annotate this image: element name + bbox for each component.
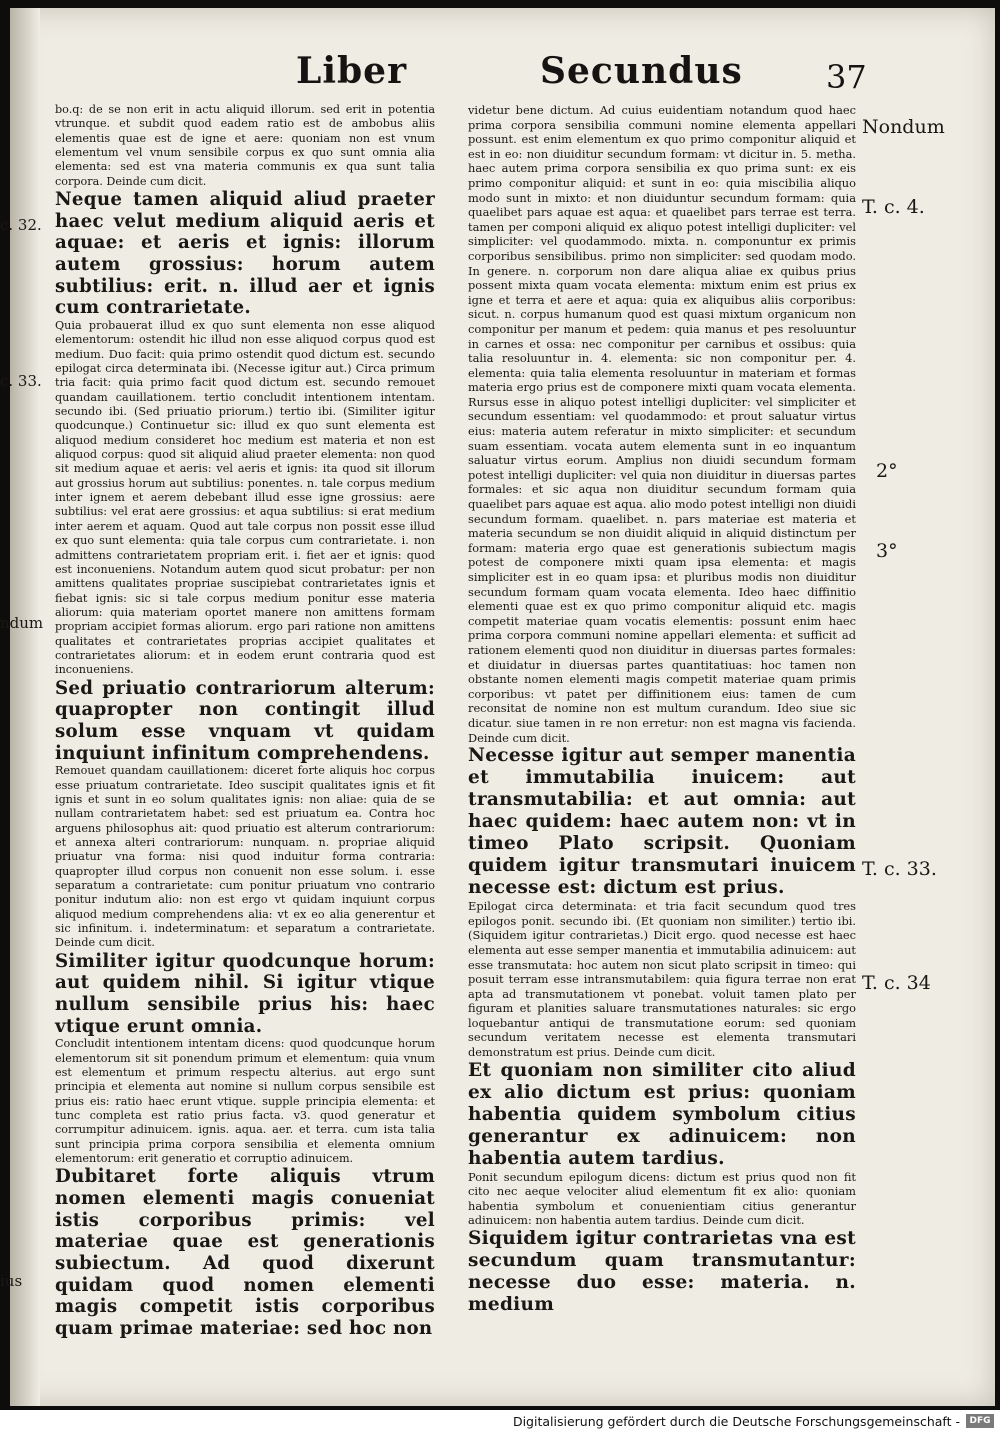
digitization-footer: [0, 1410, 1000, 1433]
left-paragraph-3: Sed priuatio contrariorum alterum: quapropter non contingit illud solum esse vnquam vt quidam inquiunt infinitum comprehendens.: [55, 677, 435, 764]
margin-note-ndum: ndum: [0, 614, 44, 632]
margin-note-2: 2°: [876, 460, 898, 482]
running-head-secundus: Secundus: [540, 50, 743, 92]
left-text-column: [55, 103, 435, 1340]
margin-note-c33: c. 33.: [0, 372, 42, 390]
right-text-column: [468, 103, 856, 1316]
footer-credit: Digitalisierung gefördert durch die Deutsche Forschungsgemeinschaft -: [512, 1414, 960, 1429]
margin-note-tc34: T. c. 34: [862, 972, 931, 994]
right-paragraph-3: Et quoniam non similiter cito aliud ex alio dictum est prius: quoniam habentia quidem symbolum citius generantur ex adinuicem: non habentia autem tardius.: [468, 1059, 856, 1169]
margin-note-c32: c. 32.: [0, 216, 42, 234]
left-paragraph-7: Dubitaret forte aliquis vtrum nomen elementi magis conueniat istis corporibus primis: vel materiae quae est generationis subiectum. Ad quod dixerunt quidam quod nomen elementi magis competit istis corporibus quam primae materiae: sed hoc non: [55, 1166, 435, 1339]
margin-note-tc33: T. c. 33.: [862, 858, 937, 880]
dfg-logo: DFG: [966, 1414, 994, 1428]
folio-number: 37: [826, 58, 867, 96]
margin-note-tc4: T. c. 4.: [862, 196, 925, 218]
margin-note-ius: ius: [0, 1272, 23, 1290]
right-paragraph-2: Epilogat circa determinata: et tria facit secundum quod tres epilogos ponit. secundo ibi. (Et quoniam non similiter.) tertio ibi. (Siquidem igitur contrarietas.) Dicit ergo. quod necesse est haec elementa aut esse semper manentia et immutabilia adinuicem: aut esse transmutata: hoc autem non sicut plato scripsit in timeo: qui posuit terram esse intransmutabilem: quia figura terrae non erat apta ad transmutationem vt ponebat. voluit tamen plato per figuram et planities saluare transmutationes naturales: sic ergo loquebantur antiqui de transmutatione eorum: sed quoniam secundum veritatem necesse est elementa transmutari demonstratum est prius. Deinde cum dicit.: [468, 899, 856, 1060]
left-paragraph-6: Concludit intentionem intentam dicens: quod quodcunque horum elementorum sit sit ponendum primum et elementum: quia vnum est elementum et primum respectu alterius. aut ergo sunt principia et elementa aut nomine si nullum corpus sensibile est prius eis: ratio haec erunt vtique. supple principia elementa: et tunc completa est ratio prius facta. v3. quod generatur et corrumpitur adinuicem. ignis. aqua. aer. et terra. cum ista talia sunt principia prima corpora sensibilia et elementa omnium elementorum: erit generatio et corruptio adinuicem.: [55, 1037, 435, 1166]
left-paragraph-0: bo.q: de se non erit in actu aliquid illorum. sed erit in potentia vtrunque. et subdit quod eadem ratio est de ambobus aliis elementis quae est de igne et aere: quoniam non est vnum elementum vel vnum sensibile corpus ex quo sunt omnia alia elementa: sed est vna materia communis ex qua sunt talia corpora. Deinde cum dicit.: [55, 103, 435, 188]
margin-note-nondum: Nondum: [862, 116, 945, 138]
left-paragraph-4: Remouet quandam cauillationem: diceret forte aliquis hoc corpus esse priuatum contrarietate. Ideo suscipit qualitates ignis et fit ignis et sunt in eo solum qualitates ignis: non aliae: quia de se nullam contrarietatem habet: sed est priuatum ea. Contra hoc arguens philosophus ait: quod priuatio est alterum contrariorum: et annexa alteri contrariorum: nunquam. n. propriae aliquid priuatur vna forma: nisi quod induitur forma contraria: quapropter illud corpus non conuenit non esse solum. i. esse separatum a contrarietate: cum ponitur priuatum vno contrario ponitur indutum alio: non est ergo vt quidam inquiunt corpus aliquod medium comprehendens alia: vt ex eo alia generentur et sic infinitum. i. indeterminatum: et separatum a contrarietate. Deinde cum dicit.: [55, 764, 435, 950]
running-head-liber: Liber: [296, 50, 408, 92]
left-paragraph-2: Quia probauerat illud ex quo sunt elementa non esse aliquod elementorum: ostendit hic illud non esse aliquod corpus quod est medium. Duo facit: quia primo ostendit quod dictum est. secundo epilogat circa determinata ibi. (Necesse igitur aut.) Circa primum tria facit: quia primo facit quod dictum est. secundo remouet quandam cauillationem. tertio concludit intentionem intentam. secundo ibi. (Sed priuatio priorum.) tertio ibi. (Similiter igitur quodcunque.) Continuetur sic: illud ex quo sunt elementa est aliquod medium consideret hoc medium est materia et non est aliquod corpus: quod sit aliquid aliud praeter elementa: non quod sit medium aquae et aeris: vel aeris et ignis: ita quod sit illorum aut grossius horum aut subtilius: ponentes. n. tale corpus medium inter ignem et aerem debebant illud esse igne grossius: aere subtilius: vel erat aere grossius: et aqua subtilius: si erat medium inter aerem et aquam. Quod aut tale corpus non possit esse illud ex quo sunt elementa: quia tale corpus cum contrarietate. i. non admittens contrarietatem propriam erit. i. fiet aer et ignis: quod est inconueniens. Notandum autem quod sicut probatur: per non amittens qualitates propriae suscipiebat contrarietates ignis et fiebat ignis: sic si tale corpus medium ponitur esse materia aliorum: quia materiam oportet manere non amittens formam propriam accipiet formas aliorum. ergo pari ratione non amittens qualitates et contrarietates proprias accipiet qualitates et contrarietates aliorum: et in eodem erunt contraria quod est inconueniens.: [55, 319, 435, 677]
right-paragraph-4: Ponit secundum epilogum dicens: dictum est prius quod non fit cito nec aeque velociter aliud elementum fit ex alio: quoniam habentia symbolum et conuenientiam citius generantur adinuicem: non habentia autem tardius. Deinde cum dicit.: [468, 1169, 856, 1228]
right-paragraph-5: Siquidem igitur contrarietas vna est secundum quam transmutantur: necesse duo esse: materia. n. medium: [468, 1228, 856, 1316]
left-paragraph-1: Neque tamen aliquid aliud praeter haec velut medium aliquid aeris et aquae: et aeris et ignis: illorum autem grossius: horum autem subtilius: erit. n. illud aer et ignis cum contrarietate.: [55, 189, 435, 319]
margin-note-3: 3°: [876, 540, 898, 562]
left-paragraph-5: Similiter igitur quodcunque horum: aut quidem nihil. Si igitur vtique nullum sensibile prius his: haec vtique erunt omnia.: [55, 950, 435, 1037]
right-paragraph-0: videtur bene dictum. Ad cuius euidentiam notandum quod haec prima corpora sensibilia communi nomine elementa appellari possunt. est enim elementum ex quo primo componitur aliquid et est in eo: non diuiditur secundum formam: vt dicitur in. 5. metha. haec autem prima corpora sensibilia ex quo prima sunt: ex eis primo componitur aliquid: et sunt in eo: quia miscibilia aliquo modo sunt in mixto: et non diuiduntur secundum formam: quia quaelibet pars aquae est aqua: et quaelibet pars terrae est terra. tamen per componi aliquid ex aliquo potest intelligi dupliciter: vel simpliciter: vel quodammodo. mixta. n. componuntur ex primis corporibus sensibilibus. primo non simpliciter: sed quodam modo. In genere. n. corporum non dare aliqua aliae ex quibus prius possent mixta quam vocata elementa: mixtum enim est prius ex igne et terra et aere et aqua: quia ex aliquibus aliis corporibus: sicut. n. corpus humanum quod est quasi mixtum organicum non componitur per manum et pedem: quia manus et pes resoluuntur in carnes et ossa: nec componitur per carnibus et ossibus: quia talia resoluuntur in. 4. elementa: sic non componitur per. 4. elementa: quia talia elementa resoluuntur in materiam et formas materia ergo prius est de componere mixti quam vocata elementa. Rursus esse in aliquo potest intelligi dupliciter: vel simpliciter et secundum essentiam: vel quodammodo: et prout saluatur virtus eius: materia autem referatur in mixto simpliciter: et secundum suam essentiam. vocata autem elementa sunt in eo inquantum saluatur virtus eorum. Amplius non diuidi secundum formam potest intelligi dupliciter: vel quia non diuiditur in diuersas partes formales: et sic aqua non diuiditur secundum formam quia quaelibet pars aquae est aqua. alio modo potest intelligi non diuidi secundum formam. quaelibet. n. pars materiae est materia et materia secundum se non diuidit aliquid in aliquid distinctum per formam: materia ergo quae est generationis subiectum magis potest de componere mixti quam ipsa elementa: et magis simpliciter est in eo quam ipsa: et pluribus modis non diuiditur secundum formam quam vocata elementa. Ideo haec diffinitio elementi quae est ex quo primo componitur aliquid etc. magis competit materiae quam vocatis elementis: possunt enim haec prima corpora communi nomine appellari elementa: et sufficit ad rationem elementi quod non diuiditur in diuersas partes formales: et diuidatur in diuersas partes quantitatiuas: hoc tamen non obstante nomen elementi magis competit materiae quam primis corporibus: vt patet per diffinitionem eius: tamen de cum reconsitat de nomine non est multum curandum. Ideo siue sic dicatur. siue tamen in re non erretur: non est magna vis facienda. Deinde cum dicit.: [468, 103, 856, 745]
right-paragraph-1: Necesse igitur aut semper manentia et immutabilia inuicem: aut transmutabilia: et aut omnia: aut haec quidem: haec autem non: vt in timeo Plato scripsit. Quoniam quidem igitur transmutari inuicem necesse est: dictum est prius.: [468, 745, 856, 899]
